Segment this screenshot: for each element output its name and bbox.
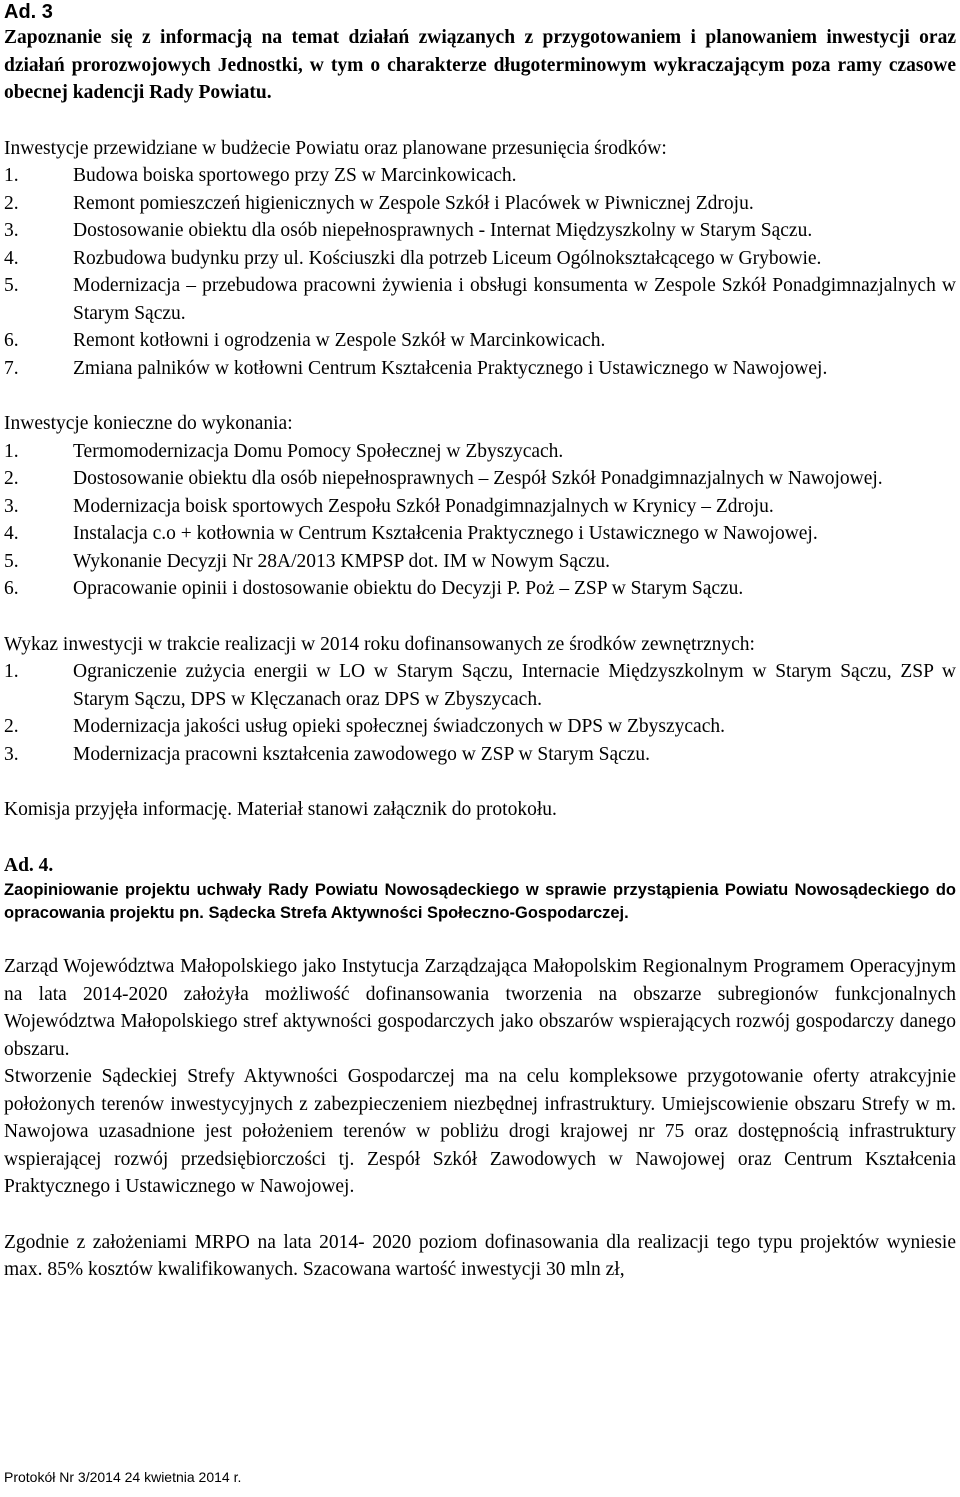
document-page xyxy=(4,0,956,1497)
ad4-paragraph-3: Zgodnie z założeniami MRPO na lata 2014- 2020 poziom dofinasowania dla realizacji tego typu projektów wyniesie max. 85% kosztów kwalifikowanych. Szacowana wartość inwestycji 30 mln zł, xyxy=(4,1231,956,1280)
ad4-heading: Ad. 4. xyxy=(4,854,54,876)
ad4-paragraph-2: Stworzenie Sądeckiej Strefy Aktywności Gospodarczej ma na celu kompleksowe przygotowanie oferty atrakcyjnie położonych terenów inwestycyjnych z zabezpieczeniem niezbędnej infrastruktury. Umiejscowienie obszaru Strefy w m. Nawojowa uzasadnione jest położeniem terenów w pobliżu drogi krajowej nr 75 oraz dostępnością infrastruktury wspierającej rozwój przedsiębiorczości tj. Zespół Szkół Zawodowych w Nawojowej oraz Centrum Kształcenia Praktycznego i Ustawicznego w Nawojowej. xyxy=(4,1066,956,1197)
list-item: 4. Rozbudowa budynku przy ul. Kościuszki dla potrzeb Liceum Ogólnokształcącego w Grybowie. xyxy=(4,247,822,269)
list1 xyxy=(4,162,956,382)
ad3-heading: Ad. 3 xyxy=(4,1,53,23)
list1-intro: Inwestycje przewidziane w budżecie Powiatu oraz planowane przesunięcia środków: xyxy=(4,137,667,159)
list-item: 6. Opracowanie opinii i dostosowanie obiektu do Decyzji P. Poż – ZSP w Starym Sączu. xyxy=(4,578,744,599)
ad3-conclusion: Komisja przyjęła informację. Materiał stanowi załącznik do protokołu. xyxy=(4,799,557,820)
ad3-topic: Zapoznanie się z informacją na temat działań związanych z przygotowaniem i planowaniem inwestycji oraz działań prorozwojowych Jednostki, w tym o charakterze długoterminowym wykraczającym poza ramy czasowe obecnej kadencji Rady Powiatu. xyxy=(4,27,956,103)
list2 xyxy=(4,438,956,603)
list-item: 5. Wykonanie Decyzji Nr 28A/2013 KMPSP dot. IM w Nowym Sączu. xyxy=(4,550,611,572)
list-item: 1. Ograniczenie zużycia energii w LO w Starym Sączu, Internacie Międzyszkolnym w Starym Sączu, ZSP w Starym Sączu, DPS w Klęczanach oraz DPS w Zbyszycach. xyxy=(4,661,956,710)
list-item: 6. Remont kotłowni i ogrodzenia w Zespole Szkół w Marcinkowicach. xyxy=(4,330,606,351)
list-item: 2. Modernizacja jakości usług opieki społecznej świadczonych w DPS w Zbyszycach. xyxy=(4,716,725,737)
list-item: 4. Instalacja c.o + kotłownia w Centrum Kształcenia Praktycznego i Ustawicznego w Nawojowej. xyxy=(4,523,818,544)
list2-intro: Inwestycje konieczne do wykonania: xyxy=(4,413,293,434)
list-item: 3. Modernizacja boisk sportowych Zespołu Szkół Ponadgimnazjalnych w Krynicy – Zdroju. xyxy=(4,495,774,517)
list-item: 3. Modernizacja pracowni kształcenia zawodowego w ZSP w Starym Sączu. xyxy=(4,743,651,765)
list-item: 1. Budowa boiska sportowego przy ZS w Marcinkowicach. xyxy=(4,165,517,186)
list-item: 5. Modernizacja – przebudowa pracowni żywienia i obsługi konsumenta w Zespole Szkół Ponadgimnazjalnych w Starym Sączu. xyxy=(4,275,956,324)
page-footer: Protokół Nr 3/2014 24 kwietnia 2014 r. xyxy=(4,1469,242,1485)
ad4-paragraph-1: Zarząd Województwa Małopolskiego jako Instytucja Zarządzająca Małopolskim Regionalnym Programem Operacyjnym na lata 2014-2020 założyła możliwość dofinansowania tworzenia na obszarze subregionów funkcjonalnych Województwa Małopolskiego stref aktywności gospodarczych jako obszarów wspierających rozwój gospodarczy danego obszaru. xyxy=(4,956,956,1060)
list-item: 7. Zmiana palników w kotłowni Centrum Kształcenia Praktycznego i Ustawicznego w Nawojowej. xyxy=(4,357,828,379)
list-item: 1. Termomodernizacja Domu Pomocy Społecznej w Zbyszycach. xyxy=(4,440,564,462)
list-item: 2. Remont pomieszczeń higienicznych w Zespole Szkół i Placówek w Piwnicznej Zdroju. xyxy=(4,192,754,214)
list-item: 2. Dostosowanie obiektu dla osób niepełnosprawnych – Zespół Szkół Ponadgimnazjalnych w Nawojowej. xyxy=(4,468,883,489)
list3-intro: Wykaz inwestycji w trakcie realizacji w 2014 roku dofinansowanych ze środków zewnętrznych: xyxy=(4,633,755,655)
ad4-topic: Zaopiniowanie projektu uchwały Rady Powiatu Nowosądeckiego w sprawie przystąpienia Powiatu Nowosądeckiego do opracowania projektu pn. Sądecka Strefa Aktywności Społeczno-Gospodarczej. xyxy=(4,881,956,922)
list-item: 3. Dostosowanie obiektu dla osób niepełnosprawnych - Internat Międzyszkolny w Starym Sączu. xyxy=(4,220,813,241)
list3 xyxy=(4,658,956,768)
